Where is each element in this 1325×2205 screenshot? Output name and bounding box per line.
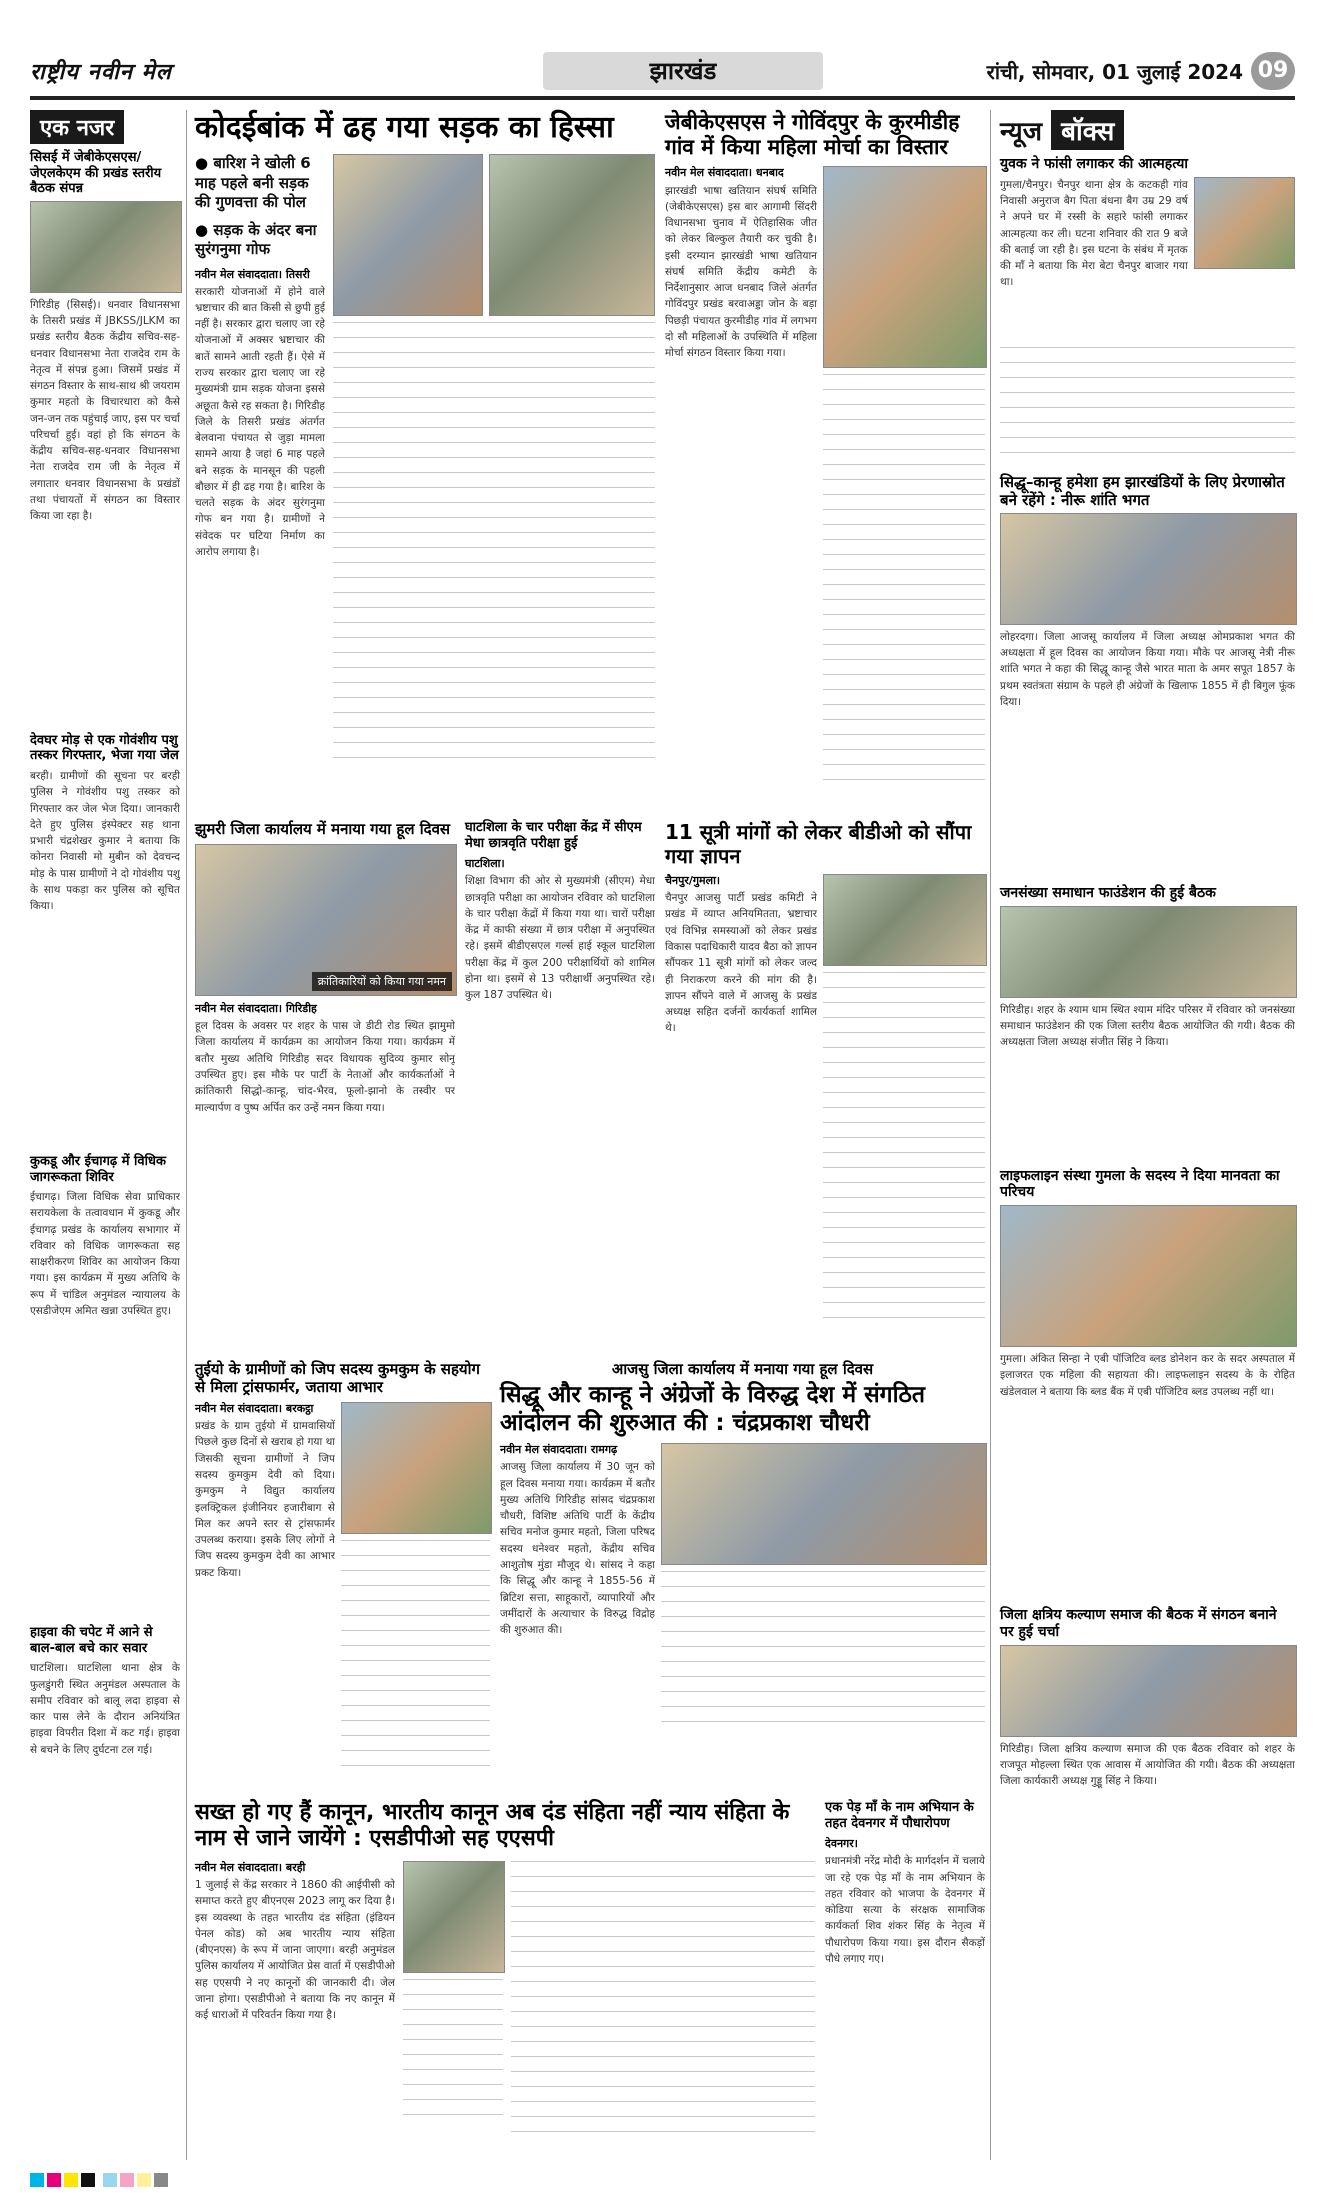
news-box-item-1-photo	[1194, 177, 1295, 269]
news-box-item-4-text: गुमला। अंकित सिन्हा ने एबी पॉजिटिव ब्लड डोनेशन कर के सदर अस्पताल में इलाजरत एक महिला की सहायता की। लाइफलाइन सदस्य के के रोहित खंडेलवाल ने बताया कि ब्लड बैंक में एबी पॉजिटिव ब्लड उपलब्ध नहीं था।	[1000, 1353, 1295, 1398]
ghatshila-exam-text: शिक्षा विभाग की ओर से मुख्यमंत्री (सीएम) मेधा छात्रवृति परीक्षा का आयोजन रविवार को घाटशिला के चार परीक्षा केंद्रों में किया गया था। चारों परीक्षा केंद्र में काफी संख्या में छात्र परीक्षा में अनुपस्थित रहे। इसमें बीडीएसएल गर्ल्स हाई स्कूल घाटशिला परीक्षा केंद्र में कुल 200 परीक्षार्थियों को शामिल होना था। इसमें से 13 परीक्षार्थी अनुपस्थित रहे। कुल 187 उपस्थित थे।	[465, 875, 655, 1002]
main-story-photo-2	[489, 154, 655, 316]
huldiwas-jmm-byline: नवीन मेल संवाददाता। गिरिडीह	[195, 1002, 317, 1015]
news-box-item-5-photo	[1000, 1645, 1297, 1737]
sidhu-kanhu-text: आजसु जिला कार्यालय में 30 जून को हूल दिवस मनाया गया। कार्यक्रम में बतौर मुख्य अतिथि गिरिडीह सांसद चंद्रप्रकाश चौधरी, विशिष्ट अतिथि पार्टी के केंद्रीय सचिव मनोज कुमार महतो, जिला परिषद सदस्य धनेश्वर महतो, केंद्रीय सचिव आशुतोष मुंडा मौजूद थे। सांसद ने कहा कि सिद्धू और कान्हू ने 1855-56 में ब्रिटिश सत्ता, साहूकारों, व्यापारियों और जमींदारों के अत्याचार के विरुद्ध विद्रोह की शुरुआत की।	[500, 1461, 655, 1637]
new-law-continued	[511, 1861, 815, 2141]
bullet-icon: ●	[195, 154, 209, 172]
left-item-2-headline: देवघर मोड़ से एक गोवंशीय पशु तस्कर गिरफ्तार, भेजा गया जेल	[30, 732, 179, 764]
main-story-byline: नवीन मेल संवाददाता। तिसरी	[195, 267, 310, 281]
masthead: राष्ट्रीय नवीन मेल	[30, 60, 172, 85]
ghatshila-exam-story	[465, 820, 655, 1350]
news-box-item-1-headline: युवक ने फांसी लगाकर की आत्महत्या	[1000, 156, 1189, 172]
news-box-item-3-text: गिरिडीह। शहर के श्याम धाम स्थित श्याम मंदिर परिसर में रविवार को जनसंख्या समाधान फाउंडेशन की एक जिला स्तरीय बैठक आयोजित की गयी। बैठक की अध्यक्षता जिला अध्यक्ष संजीत सिंह ने किया।	[1000, 1003, 1295, 1049]
transformer-byline: नवीन मेल संवाददाता। बरकट्ठा	[195, 1402, 314, 1415]
sidhu-kanhu-photo	[661, 1443, 987, 1565]
ghatshila-exam-headline: घाटशिला के चार परीक्षा केंद्र में सीएम मेधा छात्रवृति परीक्षा हुई	[465, 820, 642, 851]
transformer-continued	[341, 1540, 490, 1770]
news-box-item-1-text: गुमला/चैनपुर। चैनपुर थाना क्षेत्र के कटकही गांव निवासी अनुराज बैग पिता बंधना बैग उम्र 29 वर्ष ने अपने घर में रस्सी के सहारे फांसी लगाकर आत्महत्या कर ली। घटना शनिवार की रात 9 बजे की बताई जा रही है। इस घटना के संबंध में मृतक की माँ ने बताया कि मेरा बेटा चैनपुर बाजार गया था।	[1000, 178, 1188, 289]
sidhu-kanhu-byline: नवीन मेल संवाददाता। रामगढ़	[500, 1443, 618, 1457]
left-item-1-headline: सिसई में जेबीकेएसएस/जेएलकेएम की प्रखंड स्तरीय बैठक संपन्न	[30, 150, 162, 197]
sidhu-kanhu-continued	[661, 1571, 985, 1731]
column-divider	[186, 110, 187, 2160]
bdo-memo-headline: 11 सूत्री मांगों को लेकर बीडीओ को सौंपा गया ज्ञापन	[665, 820, 972, 868]
main-story	[195, 110, 655, 810]
left-item-2-text: बरही। ग्रामीणों की सूचना पर बरही पुलिस ने गोवंशीय पशु तस्कर को गिरफ्तार कर जेल भेज दिया। जानकारी देते हुए पुलिस इंस्पेक्टर सह थाना प्रभारी चंद्रशेखर कुमार ने बताया कि कोनरा निवासी मो मुबीन को देवचन्द मोड़ के पास ग्रामीणों ने दो गोवंशीय पशु के साथ पकड़ा कर पुलिस को सूचित किया।	[30, 769, 180, 913]
tree-campaign-story	[825, 1800, 985, 2160]
main-story-text: सरकारी योजनाओं में होने वाले भ्रष्टाचार की बात किसी से छुपी हुई नहीं है। सरकार द्वारा चलाए जा रहे योजनाओं में अक्सर भ्रष्टाचार की बातें सामने आती रहती हैं। ऐसे में राज्य सरकार द्वारा चलाए जा रहे मुख्यमंत्री ग्राम सड़क योजना इससे अछूता कैसे रह सकता है। गिरिडीह जिले के तिसरी प्रखंड अंतर्गत बेलवाना पंचायत से जुड़ा मामला सामने आया है जहां 6 माह पहले बने सड़क के मानसून की पहली बौछार में ही ढह गया है। बारिश के चलते सड़क के अंदर सुरंगनुमा गोफ बन गया है। ग्रामीणों ने संवेदक पर घटिया निर्माण का आरोप लगाया है।	[195, 285, 325, 558]
news-box-item-4-headline: लाइफलाइन संस्था गुमला के सदस्य ने दिया मानवता का परिचय	[1000, 1167, 1280, 1201]
tree-campaign-byline: देवनगर।	[825, 1837, 858, 1851]
jbkss-byline: नवीन मेल संवाददाता। धनबाद	[665, 166, 784, 180]
new-law-story	[195, 1800, 815, 2160]
ek-nazar-tag: एक नजर	[30, 110, 180, 144]
tree-campaign-text: प्रधानमंत्री नरेंद्र मोदी के मार्गदर्शन में चलाये जा रहे एक पेड़ माँ के नाम अभियान के तहत रविवार को भाजपा के देवनगर में कोडिया सत्या के संरक्षक सामाजिक कार्यकर्ता शिव शंकर सिंह के नेतृत्व में पौधारोपण किया गया। इस दौरान सैकड़ों पौधे लगाए गए।	[825, 1855, 985, 1965]
news-box-item-2-text: लोहरदगा। जिला आजसू कार्यालय में जिला अध्यक्ष ओमप्रकाश भगत की अध्यक्षता में हूल दिवस का आयोजन किया गया। मौके पर आजसू नेत्री नीरू शांति भगत ने कहा की सिद्धू कान्हू जैसे भारत माता के अमर सपूत 1857 के प्रथम स्वतंत्रता संग्राम के पहले ही अंग्रेजों के खिलाफ 1855 में ही बिगुल फूंक दिया।	[1000, 630, 1295, 708]
news-box-item-2-headline: सिद्धू–कान्हू हमेशा हम झारखंडियों के लिए प्रेरणास्रोत बने रहेंगे : नीरू शांति भगत	[1000, 472, 1285, 509]
main-bullet-2: ● सड़क के अंदर बना सुरंगनुमा गोफ	[195, 220, 317, 258]
news-box-item-3-headline: जनसंख्या समाधान फाउंडेशन की हुई बैठक	[1000, 884, 1216, 901]
tree-campaign-headline: एक पेड़ माँ के नाम अभियान के तहत देवनगर में पौधारोपण	[825, 1800, 974, 1831]
main-story-continued	[333, 322, 655, 772]
transformer-text: प्रखंड के ग्राम तुईयो में ग्रामवासियों पिछले कुछ दिनों से खराब हो गया था जिसकी सूचना ग्रामीणों ने जिप सदस्य कुमकुम देवी को दिया। कुमकुम ने विद्युत कार्यालय इलक्ट्रिकल इंजीनियर हजारीबाग से मिल कर अपने स्तर से ट्रांसफार्मर उपलब्ध कराया। इसके लिए लोगों ने जिप सदस्य कुमकुम देवी का आभार प्रकट किया।	[195, 1420, 335, 1579]
huldiwas-jmm-text: हूल दिवस के अवसर पर शहर के पास जे डीटी रोड स्थित झामुमो जिला कार्यालय में कार्यक्रम का आयोजन किया गया। कार्यक्रम में बतौर मुख्य अतिथि गिरिडीह सदर विधायक सुदिव्य कुमार सोनू उपस्थित हुए। इस मौके पर पार्टी के नेताओं और कार्यकर्ताओं ने क्रांतिकारी सिद्धो-कान्हू, चांद-भैरव, फूलो-झानो के तस्वीर पर माल्यार्पण व पुष्प अर्पित कर उन्हें नमन किया गया।	[195, 1020, 455, 1114]
main-story-headline: कोदईबांक में ढह गया सड़क का हिस्सा	[195, 110, 614, 145]
bullet-icon: ●	[195, 220, 209, 239]
sidhu-kanhu-kicker: आजसु जिला कार्यालय में मनाया गया हूल दिवस	[611, 1360, 874, 1378]
left-item-3-headline: कुकडू और ईचागढ़ में विधिक जागरूकता शिविर	[30, 1153, 167, 1185]
main-bullet-1: ● बारिश ने खोली 6 माह पहले बनी सड़क की गुणवत्ता की पोल	[195, 154, 311, 211]
transformer-photo	[341, 1402, 492, 1534]
bdo-memo-byline: चैनपुर/गुमला।	[665, 874, 721, 887]
column-divider	[990, 110, 991, 2160]
news-box-title: न्यूज बॉक्स	[1000, 110, 1295, 150]
ghatshila-exam-byline: घाटशिला।	[465, 857, 505, 871]
sidhu-kanhu-story	[500, 1360, 985, 1790]
jbkss-text: झारखंडी भाषा खतियान संघर्ष समिति (जेबीकेएसएस) इस बार आगामी सिंदरी विधानसभा चुनाव में ऐतिहासिक जीत को लेकर बिल्कुल तैयारी कर चुकी है। इसी दरम्यान झारखंडी भाषा खतियान संघर्ष समिति केंद्रीय कमेटी के निर्देशानुसार आज धनबाद जिले अंतर्गत गोविंदपुर प्रखंड बरवाअड्डा जोन के बड़ा पिछड़ी पंचायत कुरमीडीह गांव में लगभग दो सौ महिलाओं के उपस्थिति में महिला मोर्चा संगठन विस्तार किया गया।	[665, 184, 817, 360]
bdo-memo-story	[665, 820, 985, 1350]
left-item-1-photo	[30, 201, 182, 293]
transformer-story	[195, 1360, 490, 1790]
section-title: झारखंड	[543, 52, 823, 90]
new-law-photo	[403, 1861, 505, 1973]
news-box-item-4-photo	[1000, 1205, 1297, 1347]
sidhu-kanhu-headline: सिद्धू और कान्हू ने अंग्रेजों के विरुद्ध देश में संगठित आंदोलन की शुरुआत की : चंद्रप्रकाश चौधरी	[500, 1382, 926, 1436]
bdo-memo-continued	[823, 972, 985, 1332]
new-law-text: 1 जुलाई से केंद्र सरकार ने 1860 की आईपीसी को समाप्त करते हुए बीएनएस 2023 लागू कर दिया है। इस व्यवस्था के तहत भारतीय दंड संहिता (इंडियन पेनल कोड) को अब भारतीय न्याय संहिता (बीएनएस) के रूप में जाना जाएगा। बरही अनुमंडल पुलिस कार्यालय में आयोजित प्रेस वार्ता में एसडीपीओ सह एएसपी ने नए कानूनों की जानकारी दी। जेल जाना होगा। एसडीपीओ ने बताया कि नए कानून में कई धाराओं में परिवर्तन किया गया है।	[195, 1878, 395, 2022]
new-law-photo-side	[403, 1979, 503, 2129]
new-law-byline: नवीन मेल संवाददाता। बरही	[195, 1860, 306, 1874]
left-item-4-headline: हाइवा की चपेट में आने से बाल-बाल बचे कार सवार	[30, 1625, 153, 1656]
new-law-headline: सख्त हो गए हैं कानून, भारतीय कानून अब दंड संहिता नहीं न्याय संहिता के नाम से जाने जायेंगे : एसडीपीओ सह एएसपी	[195, 1800, 790, 1852]
news-box-item-2-photo	[1000, 513, 1297, 625]
huldiwas-jmm-story	[195, 820, 455, 1350]
news-box-item-3-photo	[1000, 906, 1297, 998]
news-box-item-1-continued	[1000, 347, 1295, 467]
huldiwas-jmm-photo	[195, 844, 457, 996]
transformer-headline: तुईयो के ग्रामीणों को जिप सदस्य कुमकुम के सहयोग से मिला ट्रांसफार्मर, जताया आभार	[195, 1360, 480, 1396]
news-box	[1000, 110, 1295, 2160]
left-item-4-text: घाटशिला। घाटशिला थाना क्षेत्र के फुलडुंगरी स्थित अनुमंडल अस्पताल के समीप रविवार को बालू लदा हाइवा से कार पास लेने के दौरान अनियंत्रित हाइवा विपरीत दिशा में कट गई। हाइवा से बचने के लिए दुर्घटना टल गई।	[30, 1662, 180, 1756]
left-item-3-text: ईचागढ़। जिला विधिक सेवा प्राधिकार सरायकेला के तत्वावधान में कुकडू और ईचागढ़ प्रखंड के कार्यालय सभागार में रविवार को विधिक जागरूकता सह साक्षरीकरण शिविर का आयोजन किया गया। इस कार्यक्रम में मुख्य अतिथि के रूप में चांडिल अनुमंडल न्यायालय के एसडीजेएम अमित खन्ना उपस्थित हुए।	[30, 1191, 180, 1318]
color-registration-strip	[30, 2172, 1295, 2186]
main-story-photo-1	[333, 154, 483, 316]
dateline: रांची, सोमवार, 01 जुलाई 2024	[986, 60, 1243, 84]
page-header	[30, 52, 1295, 92]
photo-caption: क्रांतिकारियों को किया गया नमन	[312, 972, 452, 991]
header-rule	[30, 96, 1295, 100]
bdo-memo-photo	[823, 874, 987, 966]
left-column	[30, 110, 180, 2150]
jbkss-photo	[823, 166, 987, 368]
jbkss-continued	[823, 374, 985, 784]
bdo-memo-text: चैनपुर आजसु पार्टी प्रखंड कमिटी ने प्रखंड में व्याप्त अनियमितता, भ्रष्टाचार एवं विभिन्न समस्याओं को लेकर प्रखंड विकास पदाधिकारी यादव बैठा को ज्ञापन सौंपकर 11 सूत्री मांगों को लेकर जल्द ही निराकरण करने की मांग की है। ज्ञापन सौंपने वाले में आजसु के प्रखंड अध्यक्ष सहित दर्जनों कार्यकर्ता शामिल थे।	[665, 892, 817, 1035]
left-item-1-text: गिरिडीह (सिसई)। धनवार विधानसभा के तिसरी प्रखंड में JBKSS/JLKM का प्रखंड स्तरीय बैठक केंद्रीय सचिव-सह- धनवार विधानसभा नेता राजदेव राम के नेतृत्व में संपन्न हुआ। जिसमें प्रखंड में संगठन विस्तार के साथ-साथ श्री जयराम कुमार महतो के विचारधारा को कैसे जन-जन तक पहुंचाई जाए, इस पर चर्चा परिचर्चा हुई। वहां हो कि संगठन के केंद्रीय सचिव-सह-धनवार विधानसभा नेता राजदेव राम जी के नेतृत्व में लगातार धनवार विधानसभा के प्रखंडों तथा पंचायतों में संगठन का विस्तार किया जा रहा है।	[30, 298, 180, 523]
news-box-item-5-text: गिरिडीह। जिला क्षत्रिय कल्याण समाज की एक बैठक रविवार को शहर के राजपूत मोहल्ला स्थित एक आवास में आयोजित की गयी। बैठक की अध्यक्षता जिला कार्यकारी अध्यक्ष गुड्डू सिंह ने किया।	[1000, 1742, 1295, 1788]
jbkss-headline: जेबीकेएसएस ने गोविंदपुर के कुरमीडीह गांव में किया महिला मोर्चा का विस्तार	[665, 110, 960, 160]
jbkss-story	[665, 110, 985, 810]
page-number: 09	[1251, 52, 1295, 90]
huldiwas-jmm-headline: झुमरी जिला कार्यालय में मनाया गया हूल दिवस	[195, 820, 451, 838]
news-box-item-5-headline: जिला क्षत्रिय कल्याण समाज की बैठक में संगठन बनाने पर हुई चर्चा	[1000, 1607, 1277, 1640]
